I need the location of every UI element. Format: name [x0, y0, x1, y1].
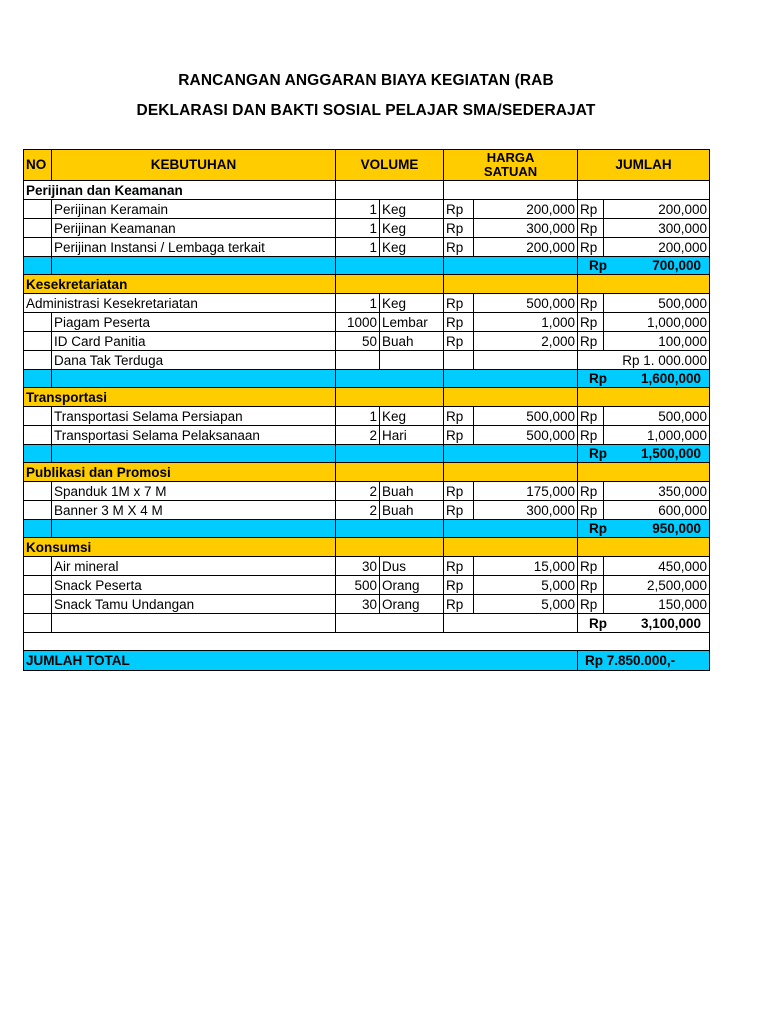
item-unit-price: 5,000	[474, 595, 578, 614]
subtotal-empty-cell	[444, 445, 578, 463]
section-empty-cell	[444, 538, 578, 557]
subtotal-currency: Rp	[589, 258, 608, 273]
subtotal-amount	[580, 615, 707, 632]
item-price-currency	[444, 351, 474, 370]
item-total: 500,000	[604, 407, 710, 426]
subtotal-cell	[578, 370, 710, 388]
item-unit-price: 1,000	[474, 313, 578, 332]
item-unit-price: 500,000	[474, 407, 578, 426]
header-row	[24, 150, 710, 181]
subtotal-empty-cell	[336, 370, 444, 388]
item-unit: Keg	[380, 294, 444, 313]
subtotal-empty-cell	[52, 257, 336, 275]
section-empty-cell	[578, 388, 710, 407]
item-row	[24, 294, 710, 313]
item-no	[24, 238, 52, 257]
subtotal-cell	[578, 520, 710, 538]
grand-total-row	[24, 651, 710, 671]
item-description: Air mineral	[52, 557, 336, 576]
subtotal-currency: Rp	[589, 521, 608, 536]
header-volume: VOLUME	[336, 150, 444, 181]
item-unit-price: 500,000	[474, 426, 578, 445]
header-kebutuhan: KEBUTUHAN	[52, 150, 336, 181]
item-total: 450,000	[604, 557, 710, 576]
item-description: Snack Tamu Undangan	[52, 595, 336, 614]
item-no	[24, 332, 52, 351]
subtotal-empty-cell	[444, 370, 578, 388]
item-description: Perijinan Instansi / Lembaga terkait	[52, 238, 336, 257]
item-row	[24, 407, 710, 426]
item-no	[24, 576, 52, 595]
item-price-currency: Rp	[444, 482, 474, 501]
item-quantity: 1	[336, 219, 380, 238]
item-description: Transportasi Selama Pelaksanaan	[52, 426, 336, 445]
item-unit-price	[474, 351, 578, 370]
item-unit: Buah	[380, 501, 444, 520]
item-unit-price: 500,000	[474, 294, 578, 313]
item-quantity: 1	[336, 407, 380, 426]
item-price-currency: Rp	[444, 576, 474, 595]
subtotal-cell	[578, 614, 710, 633]
item-unit-price: 2,000	[474, 332, 578, 351]
subtotal-empty-cell	[336, 614, 444, 633]
subtotal-empty-cell	[24, 257, 52, 275]
item-price-currency: Rp	[444, 313, 474, 332]
section-row	[24, 275, 710, 294]
item-total-currency: Rp	[578, 482, 604, 501]
item-no	[24, 351, 52, 370]
subtotal-cell	[578, 445, 710, 463]
item-quantity: 1	[336, 294, 380, 313]
item-total: 600,000	[604, 501, 710, 520]
item-total: 1,000,000	[604, 426, 710, 445]
section-empty-cell	[336, 463, 444, 482]
section-empty-cell	[444, 275, 578, 294]
item-row	[24, 238, 710, 257]
section-row	[24, 181, 710, 200]
item-unit: Buah	[380, 482, 444, 501]
item-quantity: 500	[336, 576, 380, 595]
item-row	[24, 557, 710, 576]
item-price-currency: Rp	[444, 557, 474, 576]
item-total-currency: Rp	[578, 294, 604, 313]
item-quantity: 2	[336, 482, 380, 501]
budget-table	[23, 149, 710, 671]
subtotal-currency: Rp	[589, 446, 608, 461]
item-unit-price: 300,000	[474, 501, 578, 520]
item-total-currency: Rp	[578, 313, 604, 332]
subtotal-currency: Rp	[589, 615, 608, 631]
item-price-currency: Rp	[444, 595, 474, 614]
item-price-currency: Rp	[444, 332, 474, 351]
item-unit: Orang	[380, 595, 444, 614]
grand-total-value: Rp 7.850.000,-	[585, 653, 676, 668]
item-no	[24, 313, 52, 332]
section-empty-cell	[336, 388, 444, 407]
subtotal-empty-cell	[336, 520, 444, 538]
item-quantity: 2	[336, 501, 380, 520]
item-unit-price: 200,000	[474, 200, 578, 219]
item-quantity: 2	[336, 426, 380, 445]
item-unit-price: 300,000	[474, 219, 578, 238]
subtotal-empty-cell	[52, 445, 336, 463]
section-empty-cell	[578, 463, 710, 482]
item-description: Piagam Peserta	[52, 313, 336, 332]
header-jumlah: JUMLAH	[578, 150, 710, 181]
subtotal-value: 3,100,000	[640, 615, 702, 631]
subtotal-row	[24, 520, 710, 538]
section-title: Kesekretariatan	[24, 275, 336, 294]
item-quantity: 30	[336, 595, 380, 614]
document-title: RANCANGAN ANGGARAN BIAYA KEGIATAN (RAB	[178, 72, 554, 89]
item-unit: Keg	[380, 219, 444, 238]
item-no	[24, 407, 52, 426]
header-harga-satuan	[444, 150, 578, 181]
item-description: Dana Tak Terduga	[52, 351, 336, 370]
section-empty-cell	[336, 538, 444, 557]
subtotal-empty-cell	[24, 520, 52, 538]
section-empty-cell	[444, 463, 578, 482]
item-no	[24, 595, 52, 614]
item-total: 200,000	[604, 200, 710, 219]
subtotal-amount	[580, 520, 707, 537]
spacer-row	[24, 633, 710, 651]
item-description: Transportasi Selama Persiapan	[52, 407, 336, 426]
section-empty-cell	[336, 275, 444, 294]
subtotal-row	[24, 445, 710, 463]
subtotal-empty-cell	[24, 370, 52, 388]
item-row	[24, 501, 710, 520]
item-total: 100,000	[604, 332, 710, 351]
subtotal-empty-cell	[24, 614, 52, 633]
item-price-currency: Rp	[444, 501, 474, 520]
section-empty-cell	[444, 181, 578, 200]
item-no	[24, 501, 52, 520]
section-empty-cell	[578, 538, 710, 557]
item-total-currency: Rp	[578, 219, 604, 238]
item-total-currency: Rp	[578, 595, 604, 614]
item-row	[24, 351, 710, 370]
grand-total-label: JUMLAH TOTAL	[24, 651, 578, 671]
item-total: 350,000	[604, 482, 710, 501]
item-row	[24, 426, 710, 445]
item-unit-price: 175,000	[474, 482, 578, 501]
item-quantity: 50	[336, 332, 380, 351]
header-no: NO	[24, 150, 52, 181]
item-description: Administrasi Kesekretariatan	[24, 294, 336, 313]
document-subtitle: DEKLARASI DAN BAKTI SOSIAL PELAJAR SMA/SEDERAJAT	[136, 102, 596, 119]
item-unit	[380, 351, 444, 370]
item-total-currency: Rp	[578, 238, 604, 257]
item-price-currency: Rp	[444, 294, 474, 313]
subtotal-empty-cell	[444, 520, 578, 538]
subtotal-empty-cell	[52, 370, 336, 388]
item-total: 300,000	[604, 219, 710, 238]
section-empty-cell	[578, 181, 710, 200]
item-total-currency: Rp	[578, 426, 604, 445]
item-unit: Hari	[380, 426, 444, 445]
item-unit-price: 5,000	[474, 576, 578, 595]
item-quantity: 1000	[336, 313, 380, 332]
item-unit: Dus	[380, 557, 444, 576]
section-title: Perijinan dan Keamanan	[24, 181, 336, 200]
subtotal-value: 1,600,000	[640, 371, 702, 386]
item-row	[24, 595, 710, 614]
item-no	[24, 557, 52, 576]
item-row	[24, 313, 710, 332]
item-total: 2,500,000	[604, 576, 710, 595]
item-unit: Keg	[380, 238, 444, 257]
item-price-currency: Rp	[444, 407, 474, 426]
subtotal-cell	[578, 257, 710, 275]
subtotal-value: 700,000	[652, 258, 702, 273]
item-total: 500,000	[604, 294, 710, 313]
item-unit: Keg	[380, 200, 444, 219]
item-description: Banner 3 M X 4 M	[52, 501, 336, 520]
section-row	[24, 538, 710, 557]
item-price-currency: Rp	[444, 200, 474, 219]
subtotal-empty-cell	[444, 614, 578, 633]
item-total: 150,000	[604, 595, 710, 614]
item-no	[24, 200, 52, 219]
item-description: Spanduk 1M x 7 M	[52, 482, 336, 501]
spacer-cell	[24, 633, 710, 651]
grand-total-value-cell	[578, 651, 710, 671]
subtotal-empty-cell	[24, 445, 52, 463]
item-no	[24, 482, 52, 501]
item-price-currency: Rp	[444, 426, 474, 445]
item-row	[24, 482, 710, 501]
subtotal-empty-cell	[52, 614, 336, 633]
item-description: Perijinan Keamanan	[52, 219, 336, 238]
item-total-currency: Rp	[578, 332, 604, 351]
section-empty-cell	[578, 275, 710, 294]
item-total: 1,000,000	[604, 313, 710, 332]
item-quantity: 1	[336, 200, 380, 219]
section-title: Transportasi	[24, 388, 336, 407]
item-quantity: 30	[336, 557, 380, 576]
item-description: Perijinan Keramain	[52, 200, 336, 219]
section-title: Konsumsi	[24, 538, 336, 557]
subtotal-empty-cell	[336, 257, 444, 275]
item-price-currency: Rp	[444, 238, 474, 257]
item-unit: Keg	[380, 407, 444, 426]
budget-table-body	[24, 150, 710, 671]
subtotal-amount	[580, 370, 707, 387]
section-empty-cell	[444, 388, 578, 407]
subtotal-value: 1,500,000	[640, 446, 702, 461]
item-total-currency: Rp	[578, 501, 604, 520]
item-total: 200,000	[604, 238, 710, 257]
item-total: Rp 1. 000.000	[578, 351, 710, 370]
item-quantity: 1	[336, 238, 380, 257]
item-unit: Buah	[380, 332, 444, 351]
item-no	[24, 219, 52, 238]
item-row	[24, 200, 710, 219]
subtotal-empty-cell	[52, 520, 336, 538]
item-price-currency: Rp	[444, 219, 474, 238]
item-row	[24, 332, 710, 351]
subtotal-empty-cell	[336, 445, 444, 463]
subtotal-row	[24, 614, 710, 633]
subtotal-empty-cell	[444, 257, 578, 275]
section-row	[24, 463, 710, 482]
item-total-currency: Rp	[578, 557, 604, 576]
item-unit: Lembar	[380, 313, 444, 332]
item-description: Snack Peserta	[52, 576, 336, 595]
header-harga-line1: HARGA	[486, 150, 535, 165]
item-unit: Orang	[380, 576, 444, 595]
section-row	[24, 388, 710, 407]
item-total-currency: Rp	[578, 200, 604, 219]
item-description: ID Card Panitia	[52, 332, 336, 351]
item-unit-price: 200,000	[474, 238, 578, 257]
item-total-currency: Rp	[578, 407, 604, 426]
section-empty-cell	[336, 181, 444, 200]
subtotal-amount	[580, 445, 707, 462]
subtotal-currency: Rp	[589, 371, 608, 386]
item-no	[24, 426, 52, 445]
subtotal-row	[24, 370, 710, 388]
header-harga-line2: SATUAN	[483, 164, 538, 179]
item-quantity	[336, 351, 380, 370]
section-title: Publikasi dan Promosi	[24, 463, 336, 482]
subtotal-row	[24, 257, 710, 275]
item-row	[24, 219, 710, 238]
item-total-currency: Rp	[578, 576, 604, 595]
item-row	[24, 576, 710, 595]
subtotal-value: 950,000	[652, 521, 702, 536]
item-unit-price: 15,000	[474, 557, 578, 576]
subtotal-amount	[580, 257, 707, 274]
